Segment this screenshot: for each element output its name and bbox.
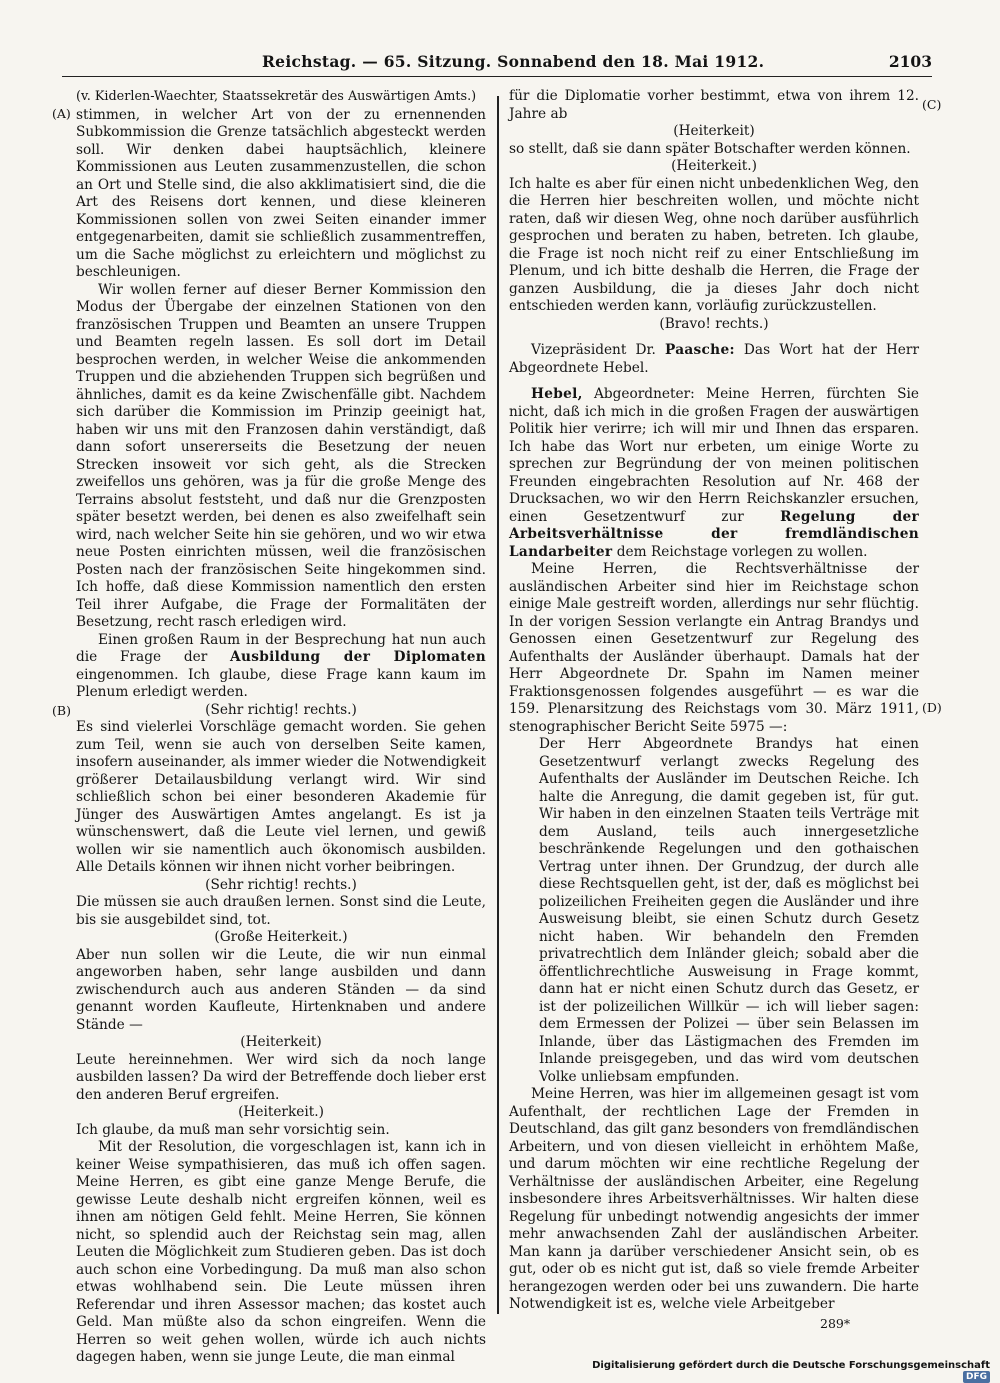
right-column [509, 88, 919, 1314]
footer [590, 1360, 990, 1382]
footer-text: Digitalisierung gefördert durch die Deutsche Forschungsgemeinschaft [592, 1360, 990, 1371]
signature-mark: 289* [820, 1316, 851, 1331]
paragraph: Es sind vielerlei Vorschläge gemacht worden. Sie gehen zum Teil, wenn sie auch von derselben Seite kamen, insofern auseinander, als immer wieder die Notwendigkeit größerer Detailausbildung verlangt wird. Wir sind schließlich schon bei einer besonderen Akademie für Jünger des Auswärtigen Amtes angelangt. Es ist ja wünschenswert, daß die Leute viel lernen, und gewiß wollen wir sie namentlich auch ökonomisch ausbilden. Alle Details können wir ihnen nicht vorher beibringen. [76, 719, 486, 875]
page-number: 2103 [888, 52, 932, 71]
emphasis: Regelung der Arbeitsverhältnisse der fremdländischen Landarbeiter [509, 508, 919, 560]
reaction: (Sehr richtig! rechts.) [205, 701, 357, 718]
emphasis: Ausbildung der Diplomaten [230, 649, 486, 665]
speaker-note: (v. Kiderlen-Waechter, Staatssekretär des Auswärtigen Amts.) [76, 89, 477, 104]
reaction: (Große Heiterkeit.) [214, 929, 348, 945]
margin-marker-c: (C) [922, 97, 942, 112]
paragraph: Ich glaube, da muß man sehr vorsichtig sein. [76, 1121, 390, 1138]
speaker-name: Paasche: [664, 342, 735, 358]
paragraph: Meine Herren, was hier im allgemeinen gesagt ist vom Aufenthalt, der rechtlichen Lage der Fremden in Deutschland, das gilt ganz besonders von fremdländischen Arbeitern, und von diesen vielleicht in erhöhtem Maße, und darum möchten wir eine rechtliche Regelung der Verhältnisse der ausländischen Arbeiter, eine Regelung insbesondere ihres Arbeitsverhältnisses. Wir halten diese Regelung für unbedingt notwendig angesichts der immer mehr anwachsenden Zahl der ausländischen Arbeiter. Man kann ja darüber verschiedener Ansicht sein, ob es gut, oder ob es nicht gut ist, daß so viele fremde Arbeiter herangezogen werden oder bei uns zuwandern. Die harte Notwendigkeit ist es, welche viele Arbeitgeber [509, 1086, 919, 1312]
reaction: (Heiterkeit.) [671, 158, 757, 174]
header-rule [62, 76, 932, 77]
reaction: (Heiterkeit) [673, 123, 755, 139]
paragraph: so stellt, daß sie dann später Botschafter werden können. [509, 140, 911, 157]
paragraph: Hebel, Abgeordneter: Meine Herren, fürchten Sie nicht, daß ich mich in die großen Fragen der auswärtigen Politik hier verirre; ich will mir und Ihnen das ersparen. Ich habe das Wort nur erbeten, um einige Worte zu sprechen zur Begründung der von meinen politischen Freunden eingebrachten Resolution auf Nr. 468 der Drucksachen, wo wir den Herrn Reichskanzler ersuchen, einen Gesetzentwurf zur Regelung der Arbeitsverhältnisse der fremdländischen Landarbeiter dem Reichstage vorlegen zu wollen. [509, 386, 919, 560]
paragraph: Wir wollen ferner auf dieser Berner Kommission den Modus der Übergabe der einzelnen Stationen von den französischen Truppen und Beamten an unsere Truppen und Beamten regeln lassen. Es soll dort im Detail besprochen werden, in welcher Weise die ankommenden Truppen und die abziehenden Truppen sich begrüßen und ähnliches, damit es da keine Zwischenfälle gibt. Nachdem sich darüber die Kommission im Prinzip geeinigt hat, haben wir uns mit den Franzosen dahin verständigt, daß dann sofort unsererseits die Besetzung der neuen Strecken insoweit vor sich geht, als die Strecken zweifellos uns gehören, was ja für die große Menge des Terrains absolut feststeht, und daß nur die Grenzposten später besetzt werden, bei denen es also zweifelhaft sein wird, nach welcher Seite hin sie gehören, und wo wir etwa neue Posten einrichten müssen, weil die französischen Posten nach der französischen Seite hingekommen sind. Ich hoffe, daß diese Kommission namentlich den ersten Teil ihrer Aufgabe, die Frage der Formalitäten der Besetzung, recht rasch erledigen wird. [76, 281, 486, 630]
paragraph: Die müssen sie auch draußen lernen. Sonst sind die Leute, bis sie ausgebildet sind, tot. [76, 894, 486, 928]
reaction: (Sehr richtig! rechts.) [205, 876, 357, 893]
reaction: (Heiterkeit.) [238, 1104, 324, 1120]
dfg-logo: DFG [963, 1371, 990, 1383]
paragraph: für die Diplomatie vorher bestimmt, etwa von ihrem 12. Jahre ab [509, 88, 919, 122]
paragraph: stimmen, in welcher Art von der zu ernennenden Subkommission die Grenze tatsächlich abgesteckt werden soll. Wir denken dabei hauptsächlich, kleinere Kommissionen aus Leuten zusammenzustellen, die schon an Ort und Stelle sind, die also akklimatisiert sind, die die Art des Reisens dort kennen, und diese kleineren Kommissionen sollen von zwei Seiten einander immer entgegenarbeiten, damit sie schließlich zusammentreffen, um die Sache möglichst zu erleichtern und möglichst zu beschleunigen. [76, 106, 486, 280]
page-header [62, 52, 932, 78]
speaker-name: Hebel, [531, 386, 583, 402]
margin-marker-a: (A) [52, 106, 71, 121]
paragraph: Mit der Resolution, die vorgeschlagen ist, kann ich in keiner Weise sympathisieren, das muß ich offen sagen. Meine Herren, es gibt eine ganze Menge Berufe, die gewisse Leute deshalb nicht ergreifen können, weil es ihnen am nötigen Geld fehlt. Meine Herren, Sie können nicht, so splendid auch der Reichstag sein mag, allen Leuten die Möglichkeit zum Studieren geben. Das ist doch auch schon eine Vorbedingung. Da muß man also schon etwas wohlhabend sein. Die Leute müssen ihren Referendar und ihren Assessor machen; das kostet auch Geld. Man müßte also da schon eingreifen. Wenn die Herren so weit gehen wollen, würde ich auch nichts dagegen haben, wenn sie junge Leute, die man einmal [76, 1139, 486, 1365]
column-divider [497, 96, 499, 1314]
block-quote: Der Herr Abgeordnete Brandys hat einen Gesetzentwurf verlangt zwecks Regelung des Aufenthalts der Ausländer im Deutschen Reiche. Ich halte die Anregung, die damit gegeben ist, für gut. Wir haben in den einzelnen Staaten teils Verträge mit dem Ausland, teils auch innergesetzliche beschränkende Regelungen und den gothaischen Vertrag unter ihnen. Der Grundzug, der durch alle diese Rechtsquellen geht, ist der, daß es möglichst bei polizeilichen Freiheiten gegen die Ausländer und ihre Ausweisung bleibt, sie einen Schutz durch Gesetz nicht haben. Wir behandeln den Fremden privatrechtlich dem Inländer gleich; sobald aber die öffentlichrechtliche Ausweisung in Frage kommt, dann hat er nicht einen Schutz durch das Gesetz, er ist der polizeilichen Willkür — ich will lieber sagen: dem Ermessen der Polizei — über sein Belassen im Inlande, über das Lästigmachen des Fremden im Inlande preisgegeben, und das wird vom deutschen Volke unliebsam empfunden. [539, 736, 919, 1085]
margin-marker-b: (B) [52, 703, 71, 718]
left-column [76, 88, 486, 1367]
paragraph: Meine Herren, die Rechtsverhältnisse der ausländischen Arbeiter sind hier im Reichstage schon einige Male gestreift worden, allerdings nur sehr flüchtig. In der vorigen Session verlangte ein Antrag Brandys und Genossen einen Gesetzentwurf zur Regelung des Aufenthalts der Ausländer überhaupt. Damals hat der Herr Abgeordnete Dr. Spahn im Namen meiner Fraktionsgenossen folgendes ausgeführt — es war die 159. Plenarsitzung des Reichstags vom 30. März 1911, stenographischer Bericht Seite 5975 —: [509, 561, 919, 735]
paragraph: Aber nun sollen wir die Leute, die wir nun einmal angeworben haben, sehr lange ausbilden und dann zwischendurch auch aus anderen Ständen — da sind genannt worden Kaufleute, Hirtenknaben und andere Stände — [76, 946, 486, 1033]
paragraph: Ich halte es aber für einen nicht unbedenklichen Weg, den die Herren hier beschreiten wollen, und möchte nicht raten, daß wir diesen Weg, ohne noch darüber ausführlich gesprochen und beraten zu haben, betreten. Ich glaube, die Frage ist noch nicht reif zu einer Entschließung im Plenum, und ich bitte deshalb die Herren, die Frage der ganzen Ausbildung, die ja dieses Jahr doch nicht entschieden werden kann, vorläufig zurückzustellen. [509, 175, 919, 314]
paragraph: Vizepräsident Dr. Paasche: Das Wort hat der Herr Abgeordnete Hebel. [509, 342, 919, 376]
margin-marker-d: (D) [922, 700, 942, 715]
paragraph: Einen großen Raum in der Besprechung hat nun auch die Frage der Ausbildung der Diplomaten eingenommen. Ich glaube, diese Frage kann kaum im Plenum erledigt werden. [76, 631, 486, 700]
reaction: (Heiterkeit) [240, 1034, 322, 1050]
reaction: (Bravo! rechts.) [659, 315, 769, 332]
page-title: Reichstag. — 65. Sitzung. Sonnabend den 18. Mai 1912. [262, 52, 765, 71]
paragraph: Leute hereinnehmen. Wer wird sich da noch lange ausbilden lassen? Da wird der Betreffende doch lieber erst den anderen Beruf ergreifen. [76, 1051, 486, 1103]
